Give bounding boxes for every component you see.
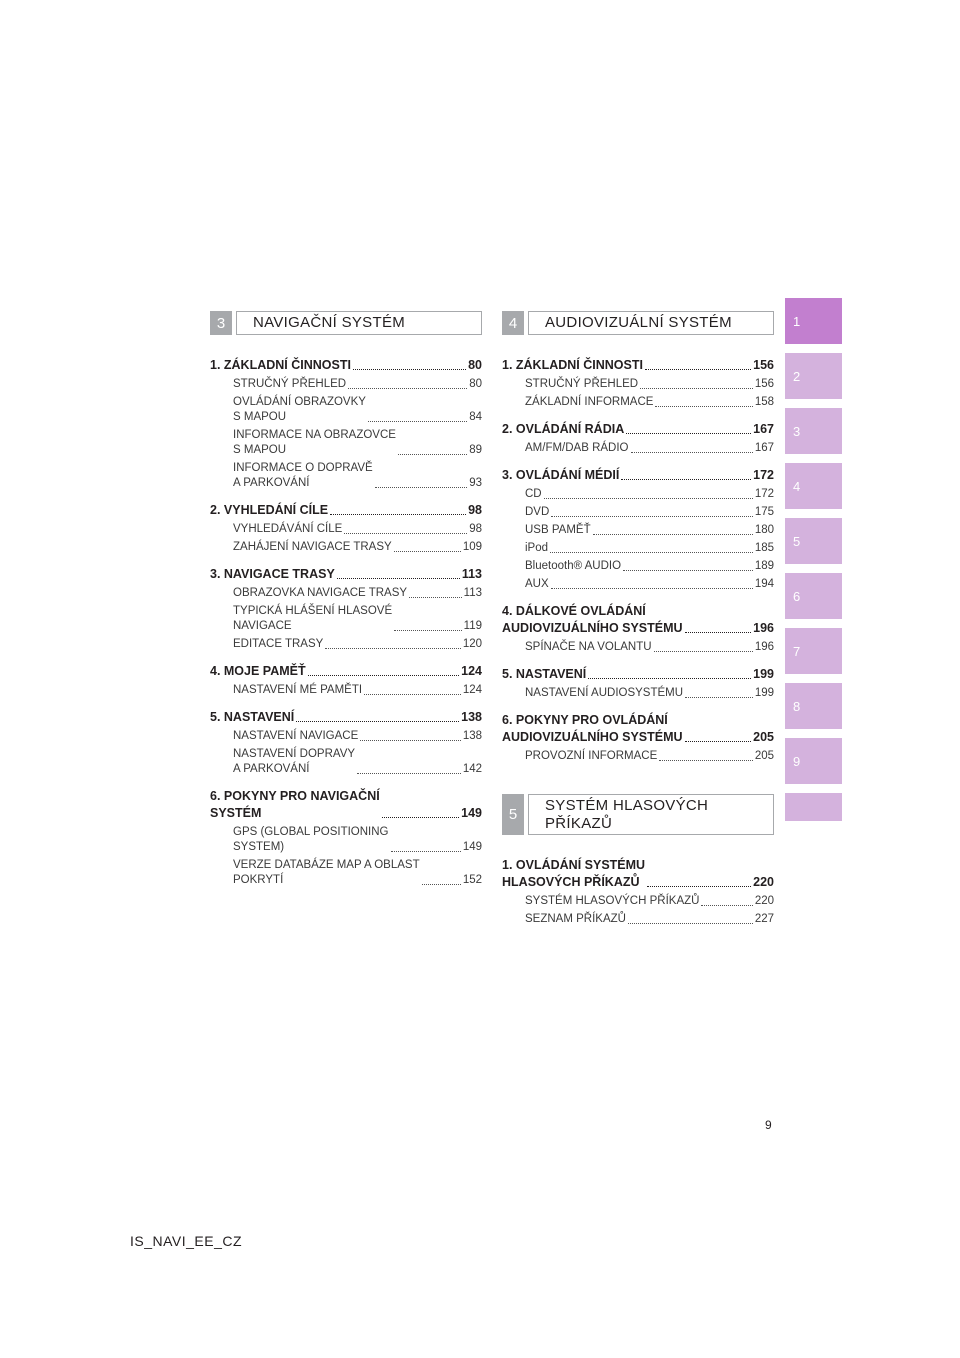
section-title: SYSTÉM HLASOVÝCH PŘÍKAZŮ <box>528 794 774 835</box>
toc-chapter[interactable] <box>210 357 482 374</box>
toc-chapter-page: 205 <box>753 730 774 744</box>
toc-subentry-page: 113 <box>463 587 482 599</box>
toc-subentry-label: OVLÁDÁNÍ OBRAZOVKY S MAPOU <box>233 396 366 423</box>
toc-chapter[interactable] <box>502 467 774 484</box>
toc-chapter-page: 196 <box>753 621 774 635</box>
dot-leader <box>360 740 461 741</box>
toc-chapter[interactable] <box>210 788 482 822</box>
dot-leader <box>357 773 461 774</box>
toc-chapter-label: 4. DÁLKOVÉ OVLÁDÁNÍ AUDIOVIZUÁLNÍHO SYSTÉMU <box>502 604 683 635</box>
dot-leader <box>368 421 467 422</box>
toc-chapter[interactable] <box>210 663 482 680</box>
toc-subentry-label: EDITACE TRASY <box>233 638 324 650</box>
toc-chapter-page: 80 <box>468 358 482 372</box>
toc-subentry[interactable] <box>502 577 774 592</box>
toc-subentry[interactable] <box>502 559 774 574</box>
dot-leader <box>409 597 462 598</box>
toc-chapter-label: 6. POKYNY PRO NAVIGAČNÍ SYSTÉM <box>210 789 380 820</box>
chapter-tab-2[interactable]: 2 <box>785 353 842 399</box>
toc-subentry-label: Bluetooth® AUDIO <box>525 560 622 572</box>
toc-subentry[interactable] <box>210 522 482 537</box>
section-header-5 <box>502 794 774 835</box>
toc-subentry-label: SEZNAM PŘÍKAZŮ <box>525 913 626 925</box>
dot-leader <box>296 721 459 722</box>
toc-subentry[interactable] <box>502 749 774 764</box>
dot-leader <box>628 923 753 924</box>
toc-subentry-page: 158 <box>754 396 774 408</box>
dot-leader <box>659 760 753 761</box>
toc-subentry-page: 180 <box>754 524 774 536</box>
chapter-tab-6[interactable]: 6 <box>785 573 842 619</box>
toc-list-audio <box>502 357 774 764</box>
toc-subentry-label: GPS (GLOBAL POSITIONING SYSTEM) <box>233 826 389 853</box>
toc-subentry-page: 196 <box>754 641 774 653</box>
toc-chapter[interactable] <box>210 709 482 726</box>
toc-chapter-label: 5. NASTAVENÍ <box>502 667 587 681</box>
toc-subentry[interactable] <box>210 461 482 491</box>
dot-leader <box>353 369 466 370</box>
toc-subentry-page: 220 <box>754 895 774 907</box>
toc-subentry[interactable] <box>210 395 482 425</box>
dot-leader <box>655 406 752 407</box>
dot-leader <box>640 388 753 389</box>
toc-subentry-label: DVD <box>525 506 550 518</box>
toc-subentry-page: 175 <box>754 506 774 518</box>
toc-chapter-page: 98 <box>468 503 482 517</box>
toc-subentry-label: OBRAZOVKA NAVIGACE TRASY <box>233 587 408 599</box>
toc-subentry[interactable] <box>210 604 482 634</box>
toc-subentry-page: 89 <box>469 444 482 456</box>
dot-leader <box>422 884 461 885</box>
dot-leader <box>348 388 467 389</box>
toc-chapter[interactable] <box>502 421 774 438</box>
toc-subentry-page: 93 <box>469 477 482 489</box>
toc-subentry-page: 189 <box>754 560 774 572</box>
section-title: AUDIOVIZUÁLNÍ SYSTÉM <box>528 311 774 335</box>
toc-subentry[interactable] <box>210 683 482 698</box>
dot-leader <box>645 369 751 370</box>
toc-subentry-page: 138 <box>462 730 482 742</box>
chapter-tab-5[interactable]: 5 <box>785 518 842 564</box>
dot-leader <box>593 534 753 535</box>
toc-chapter-label: 5. NASTAVENÍ <box>210 710 295 724</box>
section-number: 5 <box>502 794 524 835</box>
toc-subentry[interactable] <box>210 858 482 888</box>
dot-leader <box>544 498 753 499</box>
dot-leader <box>550 552 753 553</box>
dot-leader <box>391 851 461 852</box>
toc-subentry[interactable] <box>502 686 774 701</box>
section-number: 3 <box>210 311 232 335</box>
section-header-3 <box>210 311 482 335</box>
toc-subentry-label: INFORMACE NA OBRAZOVCE S MAPOU <box>233 429 396 456</box>
toc-chapter-label: 1. OVLÁDÁNÍ SYSTÉMU HLASOVÝCH PŘÍKAZŮ <box>502 858 646 889</box>
chapter-tab-strip <box>785 298 842 821</box>
dot-leader <box>647 886 751 887</box>
toc-subentry-page: 109 <box>462 541 482 553</box>
dot-leader <box>588 678 751 679</box>
toc-subentry-page: 142 <box>462 763 482 775</box>
dot-leader <box>375 487 467 488</box>
toc-subentry[interactable] <box>502 523 774 538</box>
toc-chapter[interactable] <box>502 857 774 891</box>
document-code: IS_NAVI_EE_CZ <box>130 1233 243 1249</box>
dot-leader <box>626 433 751 434</box>
toc-subentry-page: 227 <box>754 913 774 925</box>
toc-chapter-page: 167 <box>753 422 774 436</box>
toc-subentry-label: AM/FM/DAB RÁDIO <box>525 442 629 454</box>
toc-chapter-label: 3. NAVIGACE TRASY <box>210 567 335 581</box>
toc-subentry-label: NASTAVENÍ NAVIGACE <box>233 730 359 742</box>
toc-chapter[interactable] <box>210 566 482 583</box>
toc-subentry[interactable] <box>210 729 482 744</box>
toc-subentry-page: 185 <box>754 542 774 554</box>
dot-leader <box>398 454 467 455</box>
chapter-tab-7[interactable]: 7 <box>785 628 842 674</box>
toc-subentry-page: 152 <box>462 874 482 886</box>
dot-leader <box>330 514 466 515</box>
toc-subentry-label: STRUČNÝ PŘEHLED <box>525 378 639 390</box>
toc-subentry-page: 156 <box>754 378 774 390</box>
dot-leader <box>551 516 753 517</box>
dot-leader <box>382 817 459 818</box>
toc-subentry[interactable] <box>502 541 774 556</box>
dot-leader <box>551 588 753 589</box>
toc-list-navigation <box>210 357 482 888</box>
toc-subentry-page: 149 <box>462 841 482 853</box>
toc-subentry[interactable] <box>210 637 482 652</box>
toc-subentry-label: PROVOZNÍ INFORMACE <box>525 750 658 762</box>
toc-chapter-label: 1. ZÁKLADNÍ ČINNOSTI <box>502 358 643 372</box>
toc-subentry-label: TYPICKÁ HLÁŠENÍ HLASOVÉ NAVIGACE <box>233 605 393 632</box>
toc-subentry[interactable] <box>210 747 482 777</box>
toc-subentry[interactable] <box>502 487 774 502</box>
toc-chapter[interactable] <box>502 603 774 637</box>
toc-chapter-page: 199 <box>753 667 774 681</box>
toc-subentry-label: AUX <box>525 578 549 590</box>
chapter-tab-8[interactable]: 8 <box>785 683 842 729</box>
toc-subentry-label: SYSTÉM HLASOVÝCH PŘÍKAZŮ <box>525 895 700 907</box>
toc-subentry[interactable] <box>210 377 482 392</box>
dot-leader <box>394 630 462 631</box>
dot-leader <box>621 479 751 480</box>
dot-leader <box>701 905 752 906</box>
toc-subentry-page: 194 <box>754 578 774 590</box>
section-title: NAVIGAČNÍ SYSTÉM <box>236 311 482 335</box>
toc-subentry[interactable] <box>502 377 774 392</box>
toc-subentry-label: INFORMACE O DOPRAVĚ A PARKOVÁNÍ <box>233 462 373 489</box>
toc-chapter-page: 113 <box>461 567 482 581</box>
toc-chapter-label: 1. ZÁKLADNÍ ČINNOSTI <box>210 358 351 372</box>
dot-leader <box>308 675 460 676</box>
toc-subentry-label: STRUČNÝ PŘEHLED <box>233 378 347 390</box>
toc-chapter[interactable] <box>502 357 774 374</box>
toc-chapter-page: 149 <box>461 806 482 820</box>
dot-leader <box>337 578 460 579</box>
chapter-tab-9[interactable]: 9 <box>785 738 842 784</box>
toc-subentry-label: ZÁKLADNÍ INFORMACE <box>525 396 654 408</box>
chapter-tab-4[interactable]: 4 <box>785 463 842 509</box>
toc-chapter-page: 156 <box>753 358 774 372</box>
section-header-4 <box>502 311 774 335</box>
toc-subentry[interactable] <box>502 912 774 927</box>
toc-subentry-label: iPod <box>525 542 549 554</box>
dot-leader <box>344 533 467 534</box>
toc-chapter-label: 3. OVLÁDÁNÍ MÉDIÍ <box>502 468 620 482</box>
toc-chapter-page: 220 <box>753 875 774 889</box>
dot-leader <box>623 570 753 571</box>
toc-subentry[interactable] <box>210 586 482 601</box>
toc-subentry-page: 199 <box>754 687 774 699</box>
toc-subentry-page: 80 <box>469 378 482 390</box>
chapter-tab-1[interactable]: 1 <box>785 298 842 344</box>
dot-leader <box>654 651 753 652</box>
toc-subentry-label: ZAHÁJENÍ NAVIGACE TRASY <box>233 541 392 553</box>
toc-subentry-page: 84 <box>469 411 482 423</box>
toc-subentry[interactable] <box>210 825 482 855</box>
toc-subentry-label: VYHLEDÁVÁNÍ CÍLE <box>233 523 343 535</box>
toc-subentry-page: 120 <box>462 638 482 650</box>
dot-leader <box>685 632 752 633</box>
chapter-tab-3[interactable]: 3 <box>785 408 842 454</box>
toc-chapter-page: 124 <box>461 664 482 678</box>
toc-subentry[interactable] <box>210 540 482 555</box>
section-number: 4 <box>502 311 524 335</box>
dot-leader <box>631 452 753 453</box>
toc-chapter-page: 172 <box>753 468 774 482</box>
toc-subentry-label: SPÍNAČE NA VOLANTU <box>525 641 652 653</box>
toc-chapter[interactable] <box>502 666 774 683</box>
dot-leader <box>364 694 461 695</box>
toc-subentry-label: NASTAVENÍ MÉ PAMĚTI <box>233 684 363 696</box>
toc-chapter[interactable] <box>210 502 482 519</box>
chapter-tab-blank <box>785 793 842 821</box>
right-column <box>502 311 774 927</box>
toc-subentry[interactable] <box>502 640 774 655</box>
left-column <box>210 311 482 888</box>
toc-subentry-page: 205 <box>754 750 774 762</box>
toc-subentry[interactable] <box>502 894 774 909</box>
toc-subentry-page: 98 <box>469 523 482 535</box>
toc-subentry[interactable] <box>210 428 482 458</box>
toc-chapter-label: 2. VYHLEDÁNÍ CÍLE <box>210 503 329 517</box>
dot-leader <box>325 648 460 649</box>
page-number: 9 <box>765 1118 772 1132</box>
toc-subentry-label: VERZE DATABÁZE MAP A OBLAST POKRYTÍ <box>233 859 420 886</box>
toc-subentry[interactable] <box>502 441 774 456</box>
toc-list-voice <box>502 857 774 927</box>
toc-subentry-label: CD <box>525 488 542 500</box>
dot-leader <box>685 697 753 698</box>
toc-subentry-page: 124 <box>462 684 482 696</box>
toc-subentry-label: NASTAVENÍ AUDIOSYSTÉMU <box>525 687 684 699</box>
toc-subentry-label: NASTAVENÍ DOPRAVY A PARKOVÁNÍ <box>233 748 356 775</box>
toc-subentry[interactable] <box>502 505 774 520</box>
dot-leader <box>394 551 461 552</box>
toc-chapter-label: 6. POKYNY PRO OVLÁDÁNÍ AUDIOVIZUÁLNÍHO SYSTÉMU <box>502 713 683 744</box>
toc-subentry-page: 167 <box>754 442 774 454</box>
toc-chapter[interactable] <box>502 712 774 746</box>
toc-chapter-label: 4. MOJE PAMĚŤ <box>210 664 306 678</box>
toc-subentry[interactable] <box>502 395 774 410</box>
toc-subentry-page: 172 <box>754 488 774 500</box>
toc-subentry-label: USB PAMĚŤ <box>525 524 591 536</box>
toc-subentry-page: 119 <box>463 620 482 632</box>
toc-chapter-label: 2. OVLÁDÁNÍ RÁDIA <box>502 422 625 436</box>
toc-chapter-page: 138 <box>461 710 482 724</box>
dot-leader <box>685 741 752 742</box>
